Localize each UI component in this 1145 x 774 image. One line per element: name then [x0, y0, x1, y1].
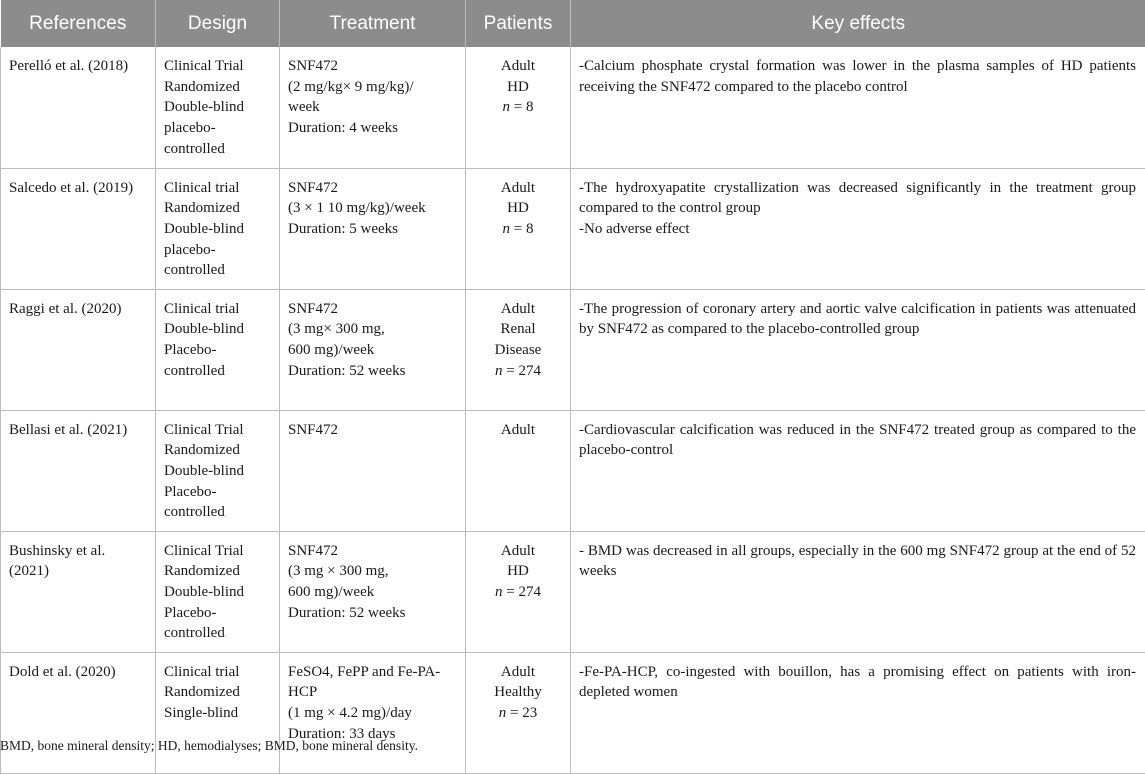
design-cell — [156, 531, 280, 652]
table-row — [1, 652, 1145, 773]
design-line: controlled — [164, 623, 271, 644]
patients-cell — [466, 47, 571, 168]
patients-line: Disease — [474, 340, 562, 361]
treatment-line: (1 mg × 4.2 mg)/day — [288, 703, 457, 724]
patients-line: Adult — [474, 541, 562, 562]
design-line: Double-blind — [164, 97, 271, 118]
key-effect-text: -No adverse effect — [579, 219, 1136, 240]
sample-size-value: = 8 — [514, 221, 534, 237]
design-line: Placebo- — [164, 340, 271, 361]
treatment-line: (3 mg× 300 mg, — [288, 319, 457, 340]
key-effects-cell — [571, 410, 1145, 531]
design-line: Double-blind — [164, 219, 271, 240]
header-references: References — [1, 0, 156, 47]
reference-cell — [1, 652, 156, 773]
sample-size — [474, 582, 562, 603]
key-effects-cell — [571, 531, 1145, 652]
treatment-line: (3 × 1 10 mg/kg)/week — [288, 198, 457, 219]
patients-line: Adult — [474, 299, 562, 320]
table-footnote: BMD, bone mineral density; HD, hemodialyses; BMD, bone mineral density. — [0, 738, 418, 754]
key-effect-text: -Calcium phosphate crystal formation was lower in the plasma samples of HD patients receiving the SNF472 compared to the placebo control — [579, 56, 1136, 97]
key-effects-cell — [571, 47, 1145, 168]
treatment-line: Duration: 4 weeks — [288, 118, 457, 139]
design-line: controlled — [164, 361, 271, 382]
key-effects-cell — [571, 289, 1145, 410]
reference-cell — [1, 47, 156, 168]
design-cell — [156, 168, 280, 289]
patients-cell — [466, 289, 571, 410]
design-line: Double-blind — [164, 319, 271, 340]
key-effect-text: - BMD was decreased in all groups, especially in the 600 mg SNF472 group at the end of 52 weeks — [579, 541, 1136, 582]
n-symbol: n — [499, 705, 507, 721]
treatment-cell — [280, 531, 466, 652]
n-symbol: n — [495, 363, 503, 379]
patients-line: HD — [474, 77, 562, 98]
header-design: Design — [156, 0, 280, 47]
treatment-line: 600 mg)/week — [288, 582, 457, 603]
key-effect-text: -Cardiovascular calcification was reduced in the SNF472 treated group as compared to the placebo-control — [579, 420, 1136, 461]
treatment-line: FeSO4, FePP and Fe-PA- — [288, 662, 457, 683]
reference-cell — [1, 168, 156, 289]
n-symbol: n — [503, 221, 511, 237]
reference-text: Bushinsky et al. — [9, 541, 147, 562]
design-cell — [156, 47, 280, 168]
treatment-line: SNF472 — [288, 541, 457, 562]
treatment-line: SNF472 — [288, 420, 457, 441]
reference-cell — [1, 531, 156, 652]
patients-line: Renal — [474, 319, 562, 340]
treatment-cell — [280, 289, 466, 410]
treatment-line: HCP — [288, 682, 457, 703]
design-line: Clinical trial — [164, 299, 271, 320]
reference-cell — [1, 410, 156, 531]
key-effect-text: -Fe-PA-HCP, co-ingested with bouillon, has a promising effect on patients with iron-depleted women — [579, 662, 1136, 703]
header-row — [1, 0, 1145, 47]
key-effect-text: -The progression of coronary artery and aortic valve calcification in patients was attenuated by SNF472 as compared to the placebo-controlled group — [579, 299, 1136, 340]
patients-cell — [466, 410, 571, 531]
design-line: Double-blind — [164, 582, 271, 603]
design-line: controlled — [164, 139, 271, 160]
table-row — [1, 531, 1145, 652]
design-line: controlled — [164, 502, 271, 523]
design-line: Placebo- — [164, 482, 271, 503]
treatment-line: week — [288, 97, 457, 118]
sample-size-value: = 23 — [510, 705, 537, 721]
treatment-line: SNF472 — [288, 56, 457, 77]
treatment-line: Duration: 33 days — [288, 724, 457, 745]
patients-cell — [466, 652, 571, 773]
design-line: placebo- — [164, 118, 271, 139]
design-line: Randomized — [164, 77, 271, 98]
treatment-cell — [280, 410, 466, 531]
patients-line: Adult — [474, 56, 562, 77]
treatment-line: Duration: 52 weeks — [288, 361, 457, 382]
design-cell — [156, 410, 280, 531]
design-line: Randomized — [164, 682, 271, 703]
treatment-line: 600 mg)/week — [288, 340, 457, 361]
sample-size — [474, 219, 562, 240]
design-line: Placebo- — [164, 603, 271, 624]
treatment-line: SNF472 — [288, 178, 457, 199]
design-line: Clinical trial — [164, 178, 271, 199]
sample-size-value: = 274 — [506, 584, 541, 600]
treatment-cell — [280, 168, 466, 289]
patients-line: HD — [474, 198, 562, 219]
key-effects-cell — [571, 168, 1145, 289]
design-line: Randomized — [164, 198, 271, 219]
sample-size — [474, 361, 562, 382]
treatment-cell — [280, 47, 466, 168]
patients-line: HD — [474, 561, 562, 582]
patients-cell — [466, 168, 571, 289]
reference-text: Salcedo et al. (2019) — [9, 178, 147, 199]
design-cell — [156, 289, 280, 410]
sample-size — [474, 97, 562, 118]
treatment-line: Duration: 52 weeks — [288, 603, 457, 624]
n-symbol: n — [503, 99, 511, 115]
design-line: Clinical trial — [164, 662, 271, 683]
table-row — [1, 410, 1145, 531]
treatment-line: (3 mg × 300 mg, — [288, 561, 457, 582]
treatment-line: SNF472 — [288, 299, 457, 320]
patients-cell — [466, 531, 571, 652]
key-effect-text: -The hydroxyapatite crystallization was decreased significantly in the treatment group compared to the control group — [579, 178, 1136, 219]
header-key-effects: Key effects — [571, 0, 1145, 47]
design-line: Clinical Trial — [164, 541, 271, 562]
table-row — [1, 47, 1145, 168]
treatment-line: (2 mg/kg× 9 mg/kg)/ — [288, 77, 457, 98]
treatment-cell — [280, 652, 466, 773]
reference-text: Dold et al. (2020) — [9, 662, 147, 683]
design-cell — [156, 652, 280, 773]
key-effects-cell — [571, 652, 1145, 773]
header-patients: Patients — [466, 0, 571, 47]
patients-line: Adult — [474, 178, 562, 199]
design-line: Randomized — [164, 561, 271, 582]
reference-text: (2021) — [9, 561, 147, 582]
design-line: Single-blind — [164, 703, 271, 724]
sample-size-value: = 274 — [506, 363, 541, 379]
treatment-line: Duration: 5 weeks — [288, 219, 457, 240]
design-line: controlled — [164, 260, 271, 281]
design-line: Clinical Trial — [164, 56, 271, 77]
design-line: Clinical Trial — [164, 420, 271, 441]
design-line: placebo- — [164, 240, 271, 261]
reference-text: Bellasi et al. (2021) — [9, 420, 147, 441]
table-row — [1, 289, 1145, 410]
patients-line: Adult — [474, 420, 562, 441]
patients-line: Healthy — [474, 682, 562, 703]
reference-cell — [1, 289, 156, 410]
n-symbol: n — [495, 584, 503, 600]
reference-text: Raggi et al. (2020) — [9, 299, 147, 320]
design-line: Randomized — [164, 440, 271, 461]
reference-text: Perelló et al. (2018) — [9, 56, 147, 77]
table-row — [1, 168, 1145, 289]
patients-line: Adult — [474, 662, 562, 683]
design-line: Double-blind — [164, 461, 271, 482]
header-treatment: Treatment — [280, 0, 466, 47]
sample-size — [474, 703, 562, 724]
sample-size-value: = 8 — [514, 99, 534, 115]
